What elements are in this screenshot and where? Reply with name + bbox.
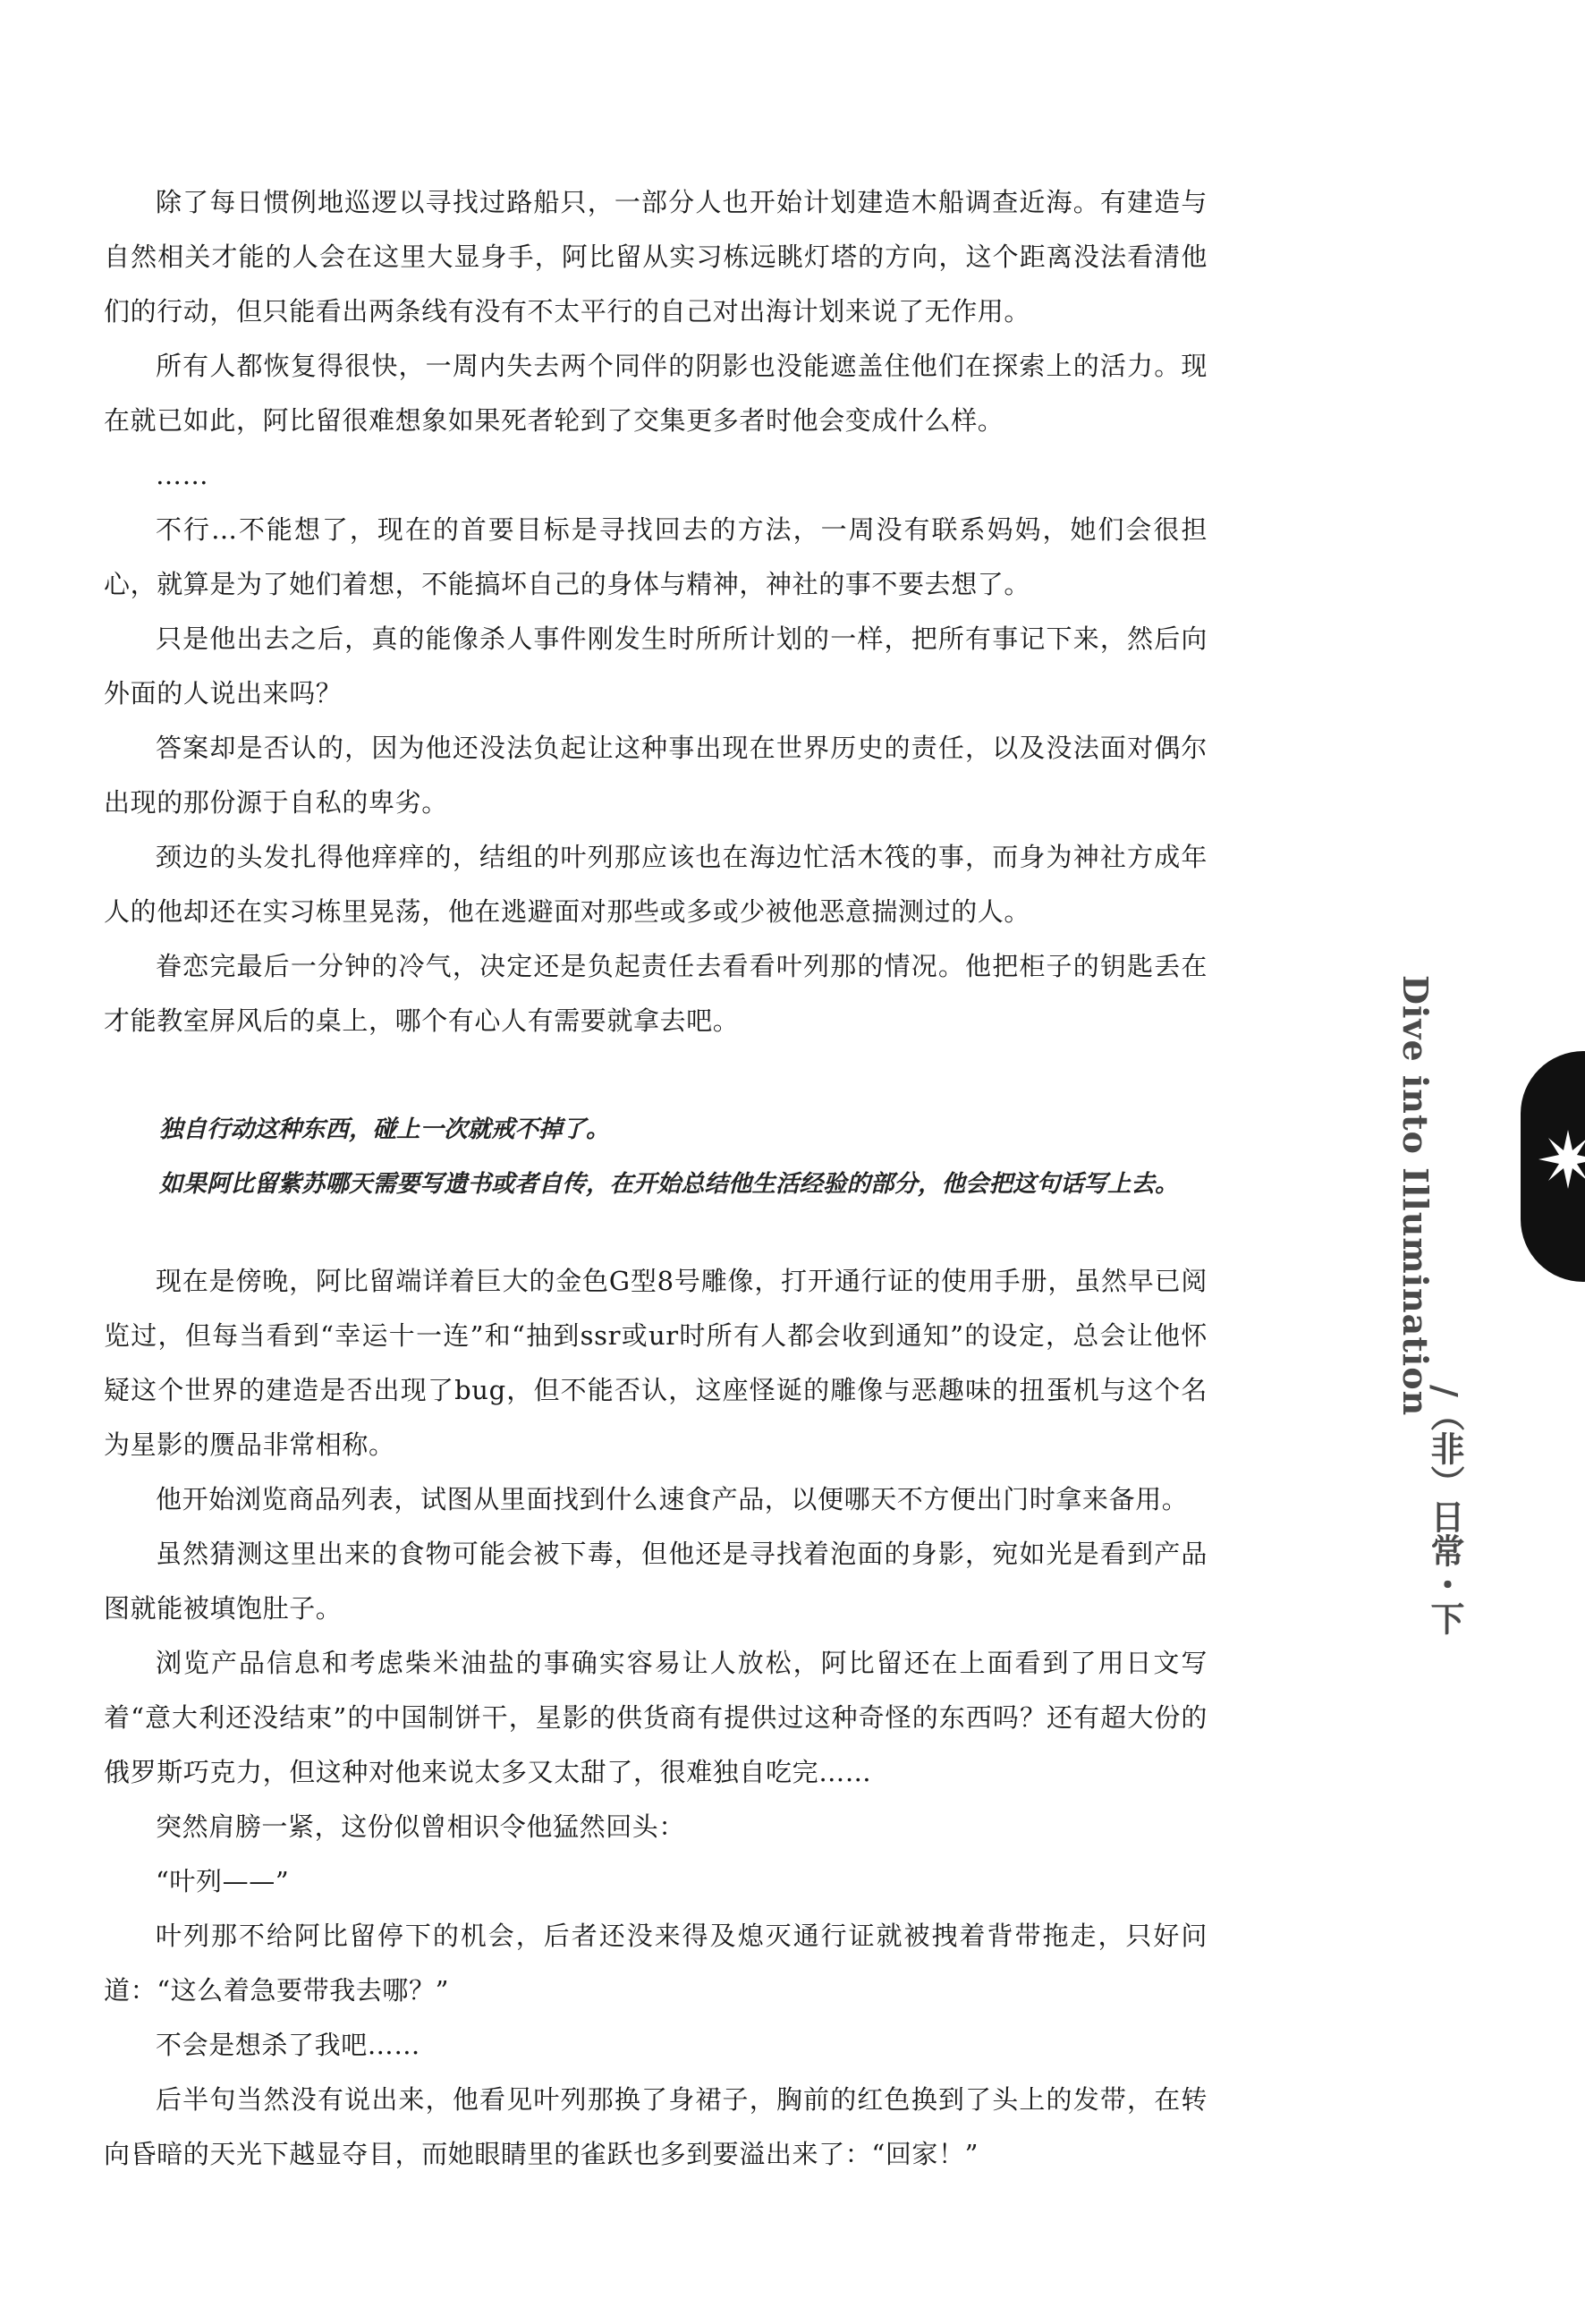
- emphasis-quote: [159, 1102, 1215, 1211]
- paragraph: 虽然猜测这里出来的食物可能会被下毒，但他还是寻找着泡面的身影，宛如光是看到产品图就能被填饱肚子。: [104, 1539, 1208, 1624]
- chapter-tab: [1521, 1051, 1585, 1282]
- paragraph: 突然肩膀一紧，这份似曾相识令他猛然回头：: [156, 1811, 686, 1842]
- paragraph: 现在是傍晚，阿比留端详着巨大的金色G型8号雕像，打开通行证的使用手册，虽然早已阅览过，但每当看到“幸运十一连”和“抽到ssr或ur时所有人都会收到通知”的设定，总会让他怀疑这个世界的建造是否出现了bug，但不能否认，这座怪诞的雕像与恶趣味的扭蛋机与这个名为星影的赝品非常相称。: [104, 1266, 1208, 1460]
- paragraph: 不行…不能想了，现在的首要目标是寻找回去的方法，一周没有联系妈妈，她们会很担心，就算是为了她们着想，不能搞坏自己的身体与精神，神社的事不要去想了。: [104, 514, 1208, 599]
- paragraph: 眷恋完最后一分钟的冷气，决定还是负起责任去看看叶列那的情况。他把柜子的钥匙丢在才能教室屏风后的桌上，哪个有心人有需要就拿去吧。: [104, 951, 1208, 1036]
- paragraph: “叶列——”: [156, 1866, 290, 1896]
- quote-line: 独自行动这种东西，碰上一次就戒不掉了。: [159, 1115, 610, 1143]
- paragraph: 颈边的头发扎得他痒痒的，结组的叶列那应该也在海边忙活木筏的事，而身为神社方成年人的他却还在实习栋里晃荡，他在逃避面对那些或多或少被他恶意揣测过的人。: [104, 842, 1208, 927]
- paragraph: 只是他出去之后，真的能像杀人事件刚发生时所所计划的一样，把所有事记下来，然后向外面的人说出来吗？: [104, 623, 1208, 708]
- running-title: Dive into Illumination: [1395, 975, 1436, 1417]
- paragraph: 除了每日惯例地巡逻以寻找过路船只，一部分人也开始计划建造木船调查近海。有建造与自然相关才能的人会在这里大显身手，阿比留从实习栋远眺灯塔的方向，这个距离没法看清他们的行动，但只能看出两条线有没有不太平行的自己对出海计划来说了无作用。: [104, 187, 1208, 327]
- paragraph: 答案却是否认的，因为他还没法负起让这种事出现在世界历史的责任，以及没法面对偶尔出现的那份源于自私的卑劣。: [104, 733, 1208, 818]
- paragraph: 所有人都恢复得很快，一周内失去两个同伴的阴影也没能遮盖住他们在探索上的活力。现在就已如此，阿比留很难想象如果死者轮到了交集更多者时他会变成什么样。: [104, 351, 1208, 436]
- text-section-2: [104, 1254, 1208, 2182]
- paragraph: 叶列那不给阿比留停下的机会，后者还没来得及熄灭通行证就被拽着背带拖走，只好问道：“这么着急要带我去哪？”: [104, 1921, 1208, 2006]
- paragraph: 他开始浏览商品列表，试图从里面找到什么速食产品，以便哪天不方便出门时拿来备用。: [156, 1484, 1189, 1514]
- starburst-icon: [1537, 1128, 1585, 1191]
- paragraph: 后半句当然没有说出来，他看见叶列那换了身裙子，胸前的红色换到了头上的发带，在转向昏暗的天光下越显夺目，而她眼睛里的雀跃也多到要溢出来了：“回家！”: [104, 2084, 1208, 2169]
- running-subtitle: /（非）日常・下: [1425, 1385, 1465, 1635]
- paragraph: ……: [156, 460, 209, 490]
- paragraph: 浏览产品信息和考虑柴米油盐的事确实容易让人放松，阿比留还在上面看到了用日文写着“意大利还没结束”的中国制饼干，星影的供货商有提供过这种奇怪的东西吗？还有超大份的俄罗斯巧克力，但这种对他来说太多又太甜了，很难独自吃完……: [104, 1648, 1208, 1787]
- quote-line: 如果阿比留紫苏哪天需要写遗书或者自传，在开始总结他生活经验的部分，他会把这句话写上去。: [159, 1170, 1179, 1198]
- paragraph: 不会是想杀了我吧……: [156, 2030, 421, 2060]
- text-section-1: [104, 175, 1208, 1048]
